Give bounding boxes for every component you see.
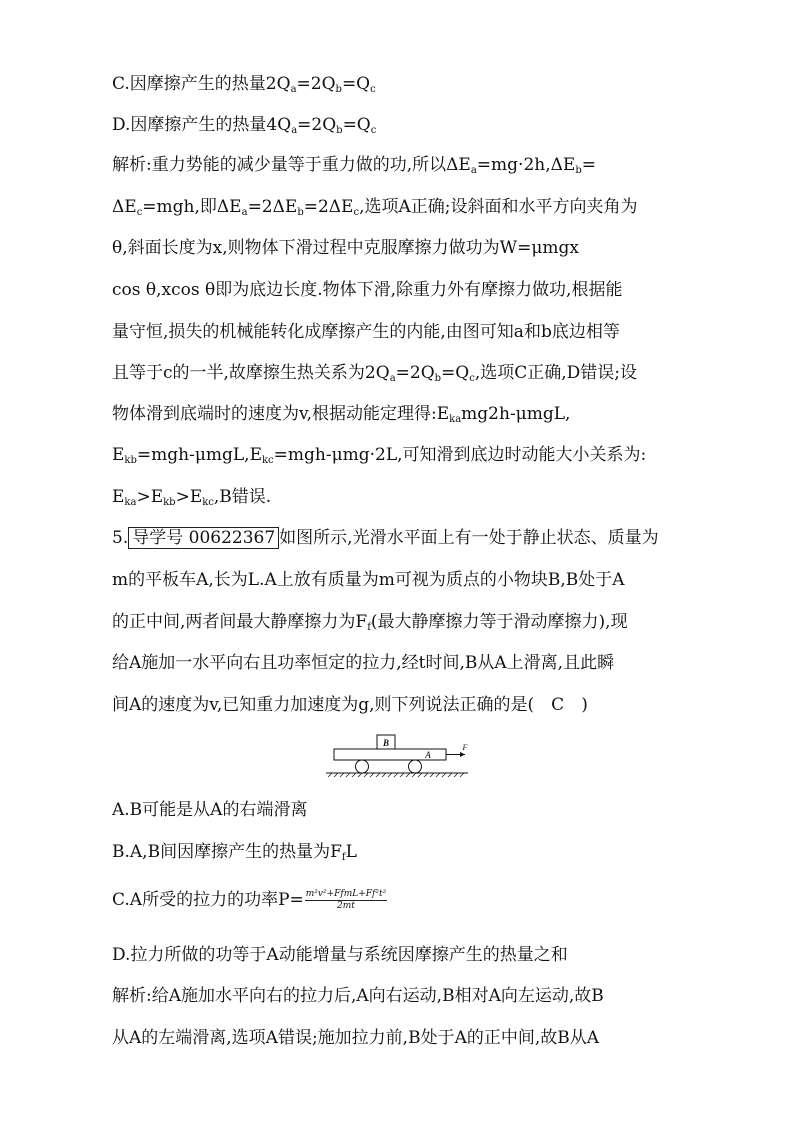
fraction-denominator: 2mt xyxy=(337,901,355,911)
analysis-prev-line-9 xyxy=(112,486,271,508)
text: =Q xyxy=(441,363,470,383)
text: >E xyxy=(136,487,164,507)
text: = xyxy=(581,155,596,175)
text: =Q xyxy=(341,74,371,94)
text: =2Q xyxy=(297,115,337,135)
text: 且等于c的一半,故摩擦生热关系为2Q xyxy=(112,363,390,383)
analysis-prev-line-3: θ,斜面长度为x,则物体下滑过程中克服摩擦力做功为W=μmgx xyxy=(112,238,579,258)
text: B.A,B间因摩擦产生的热量为F xyxy=(112,842,342,862)
text: =2ΔE xyxy=(303,197,354,217)
subscript: b xyxy=(575,165,582,176)
question-5-line-4: 给A施加一水平向右且功率恒定的拉力,经t时间,B从A上滑离,且此瞬 xyxy=(112,653,615,673)
subscript: kc xyxy=(202,497,214,508)
text: 解析:重力势能的减少量等于重力做的功,所以ΔE xyxy=(112,155,471,175)
subscript: b xyxy=(335,84,342,95)
option-a: A.B可能是从A的右端滑离 xyxy=(112,800,308,820)
text: ,B错误. xyxy=(213,487,272,507)
text: mg2h-μmgL, xyxy=(461,404,571,424)
question-tag[interactable]: 导学号 00622367 xyxy=(128,527,279,549)
question-5-line-3 xyxy=(112,611,628,633)
subscript: c xyxy=(469,373,475,384)
text: C.A所受的拉力的功率P= xyxy=(112,890,304,910)
analysis-prev-line-8 xyxy=(112,444,646,466)
subscript: a xyxy=(389,373,396,384)
subscript: f xyxy=(367,622,371,633)
text: =2Q xyxy=(296,74,336,94)
text: =mgh,即ΔE xyxy=(142,197,242,217)
subscript: ka xyxy=(124,497,137,508)
option-d-prev xyxy=(112,114,376,136)
analysis-prev-line-2 xyxy=(112,196,638,218)
subscript: b xyxy=(336,125,343,136)
subscript: a xyxy=(290,84,297,95)
text: 的正中间,两者间最大静摩擦力为F xyxy=(112,612,368,632)
question-5-line-1 xyxy=(112,527,659,549)
text: =2ΔE xyxy=(247,197,298,217)
subscript: ka xyxy=(449,414,462,425)
analysis-prev-line-4: cos θ,xcos θ即为底边长度.物体下滑,除重力外有摩擦力做功,根据能 xyxy=(112,280,623,300)
analysis-line-2: 从A的左端滑离,选项A错误;施加拉力前,B处于A的正中间,故B从A xyxy=(112,1028,600,1048)
power-fraction xyxy=(305,889,387,912)
label-f: F xyxy=(462,743,468,752)
text: >E xyxy=(175,487,203,507)
text: C.因摩擦产生的热量2Q xyxy=(112,74,291,94)
subscript: a xyxy=(470,165,477,176)
cart-figure xyxy=(322,732,472,778)
label-b: B xyxy=(382,738,390,748)
arrow-head-icon xyxy=(460,752,465,757)
question-5-line-2: m的平板车A,长为L.A上放有质量为m可视为质点的小物块B,B处于A xyxy=(112,570,625,590)
question-number: 5. xyxy=(112,528,129,548)
subscript: c xyxy=(370,125,377,136)
text: E xyxy=(112,445,125,465)
text: =2Q xyxy=(395,363,435,383)
text: ,选项C正确,D错误;设 xyxy=(474,363,638,383)
subscript: c xyxy=(370,84,376,95)
subscript: c xyxy=(136,207,143,218)
option-c-prev xyxy=(112,73,376,95)
option-b xyxy=(112,841,357,863)
text: D.因摩擦产生的热量4Q xyxy=(112,115,292,135)
subscript: c xyxy=(353,207,360,218)
analysis-prev-line-7 xyxy=(112,403,570,425)
ground-hatching xyxy=(328,773,464,777)
text: E xyxy=(112,487,125,507)
subscript: a xyxy=(241,207,248,218)
analysis-prev-line-6 xyxy=(112,362,637,384)
question-5-line-5: 间A的速度为v,已知重力加速度为g,则下列说法正确的是( C ) xyxy=(112,695,588,715)
text: ΔE xyxy=(112,197,137,217)
subscript: kb xyxy=(163,497,176,508)
subscript: f xyxy=(341,852,346,863)
text: L xyxy=(345,842,357,862)
wheel-right xyxy=(409,760,422,773)
text: =mgh-μmgL,E xyxy=(136,445,262,465)
analysis-prev-line-1 xyxy=(112,154,596,176)
subscript: kb xyxy=(124,455,137,466)
text: ,选项A正确;设斜面和水平方向夹角为 xyxy=(359,197,638,217)
fraction-numerator: m²v²+FfmL+Ff²t² xyxy=(305,889,387,899)
wheel-left xyxy=(356,760,369,773)
text: =mg·2h,ΔE xyxy=(476,155,576,175)
text: =Q xyxy=(342,115,371,135)
option-c xyxy=(112,889,387,912)
text: 物体滑到底端时的速度为v,根据动能定理得:E xyxy=(112,404,450,424)
subscript: kc xyxy=(261,455,274,466)
analysis-line-1: 解析:给A施加水平向右的拉力后,A向右运动,B相对A向左运动,故B xyxy=(112,986,604,1006)
text: =mgh-μmg·2L,可知滑到底边时动能大小关系为: xyxy=(273,445,647,465)
text: (最大静摩擦力等于滑动摩擦力),现 xyxy=(370,612,628,632)
option-d: D.拉力所做的功等于A动能增量与系统因摩擦产生的热量之和 xyxy=(112,945,568,965)
subscript: b xyxy=(434,373,442,384)
text: 如图所示,光滑水平面上有一处于静止状态、质量为 xyxy=(279,528,659,548)
subscript: b xyxy=(297,207,304,218)
analysis-prev-line-5: 量守恒,损失的机械能转化成摩擦产生的内能,由图可知a和b底边相等 xyxy=(112,322,620,342)
label-a: A xyxy=(425,750,431,760)
subscript: a xyxy=(291,125,298,136)
